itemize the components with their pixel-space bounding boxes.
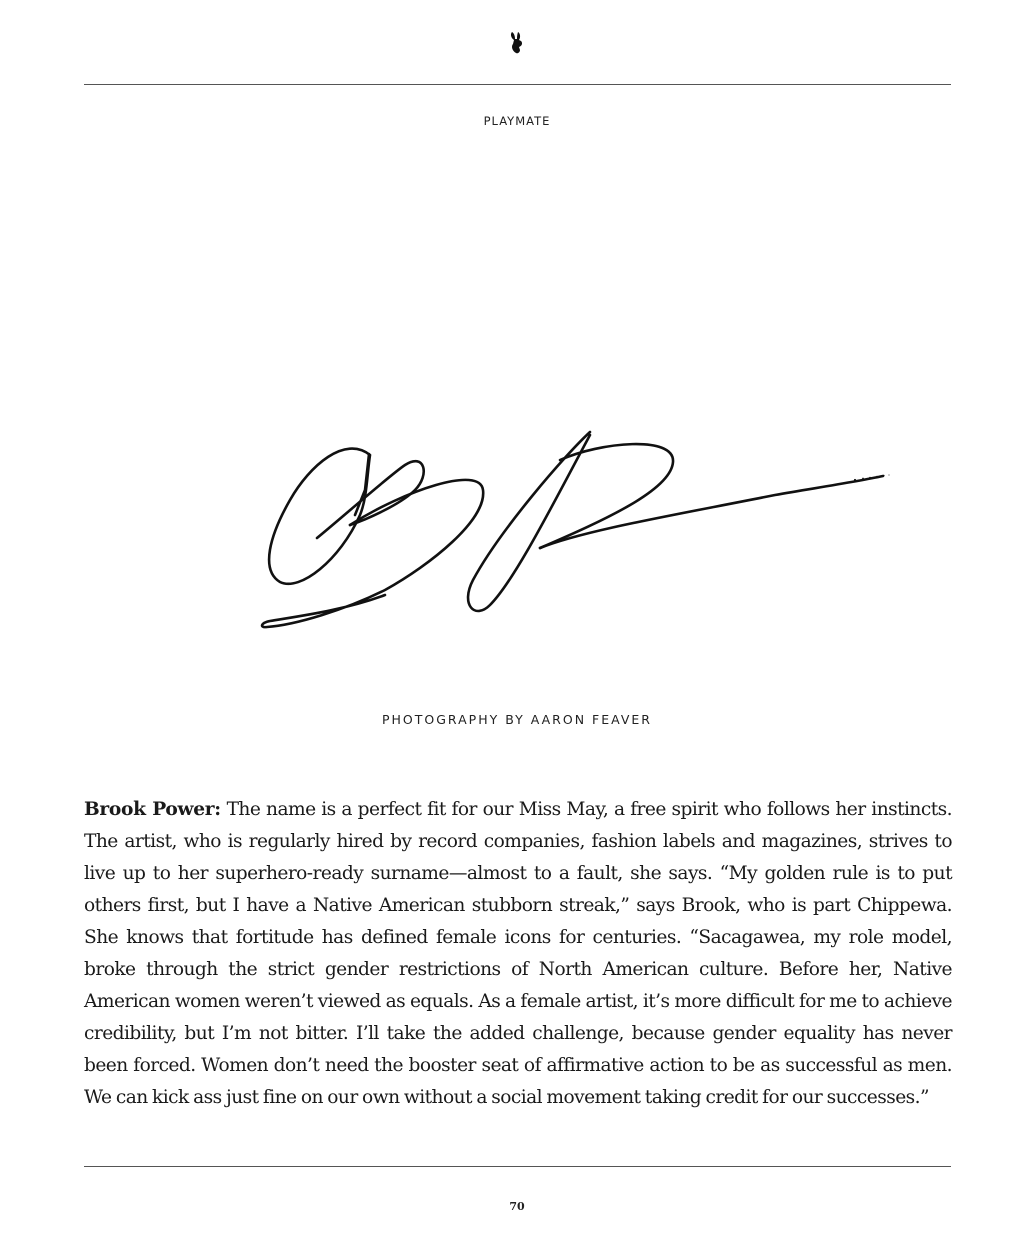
- section-label: PLAYMATE: [483, 114, 551, 128]
- lead-name: Brook Power:: [84, 799, 221, 820]
- signature-icon: [255, 420, 895, 640]
- footer-divider: [84, 1166, 951, 1167]
- article-text: The name is a perfect fit for our Miss May, a free spirit who follows her instincts. The artist, who is regularly hired by record companies, fashion labels and magazines, strives to live up to her superhero-ready surname—almost to a fault, she says. “My golden rule is to put others first, but I have a Native American stubborn streak,” says Brook, who is part Chippewa. She knows that fortitude has defined female icons for centuries. “Sacagawea, my role model, broke through the strict gender restrictions of North American culture. Before her, Native American women weren’t viewed as equals. As a female artist, it’s more difficult for me to achieve credibility, but I’m not bitter. I’ll take the added challenge, because gender equality has never been forced. Women don’t need the booster seat of affirmative action to be as successful as men. We can kick ass just fine on our own without a social movement taking credit for our successes.”: [84, 799, 952, 1108]
- photography-credit: PHOTOGRAPHY BY AARON FEAVER: [382, 712, 652, 727]
- rabbit-head-icon: [505, 30, 529, 56]
- article-body: [84, 794, 952, 1114]
- page-number: 70: [509, 1200, 525, 1213]
- header-divider: [84, 84, 951, 85]
